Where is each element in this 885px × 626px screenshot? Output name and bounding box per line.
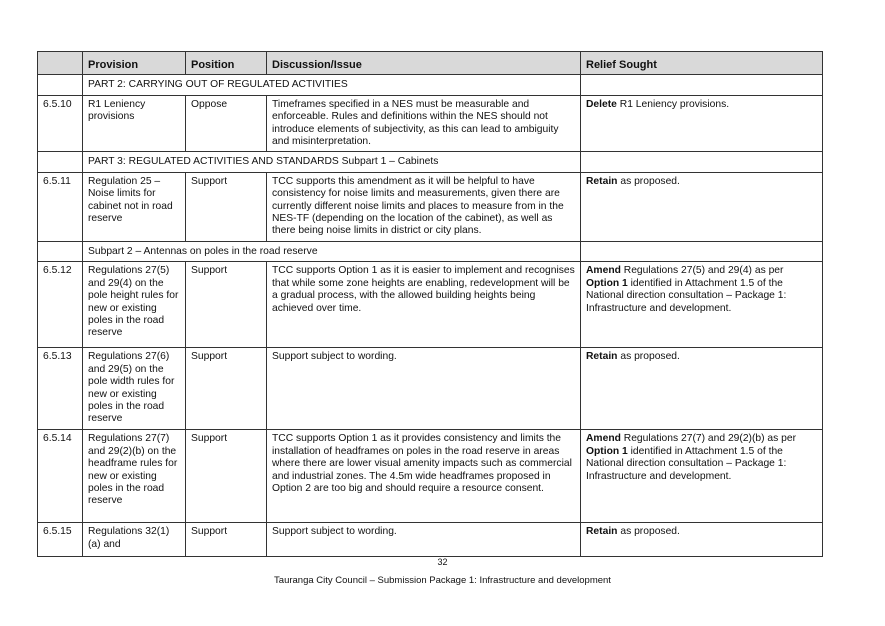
relief-text: Regulations 27(5) and 29(4) as per: [620, 265, 784, 277]
row-discussion: TCC supports Option 1 as it provides consistency and limits the installation of headframes on poles in the road reserve in areas where there are lower visual amenity impacts such as commercial and industrial zones. The 4.5m wide headframes proposed in Option 2 are too big and should require a resource consent.: [267, 430, 581, 523]
row-number: 6.5.11: [38, 172, 83, 241]
row-position: Support: [186, 430, 267, 523]
submission-table: [37, 51, 823, 557]
section-row: [38, 75, 823, 95]
row-number: 6.5.13: [38, 348, 83, 430]
row-discussion: Support subject to wording.: [267, 348, 581, 430]
section-title: PART 2: CARRYING OUT OF REGULATED ACTIVITIES: [83, 75, 581, 95]
page-footer: Tauranga City Council – Submission Package 1: Infrastructure and development: [274, 575, 611, 586]
row-provision: Regulations 27(7) and 29(2)(b) on the headframe rules for new or existing poles in the road reserve: [83, 430, 186, 523]
section-row: [38, 152, 823, 172]
relief-action: Retain: [586, 351, 618, 363]
section-relief-cell: [581, 75, 823, 95]
section-number-cell: [38, 75, 83, 95]
relief-text: Regulations 27(7) and 29(2)(b) as per: [620, 433, 797, 445]
row-position: Support: [186, 172, 267, 241]
relief-text: as proposed.: [617, 351, 680, 363]
row-position: Support: [186, 523, 267, 557]
row-number: 6.5.10: [38, 95, 83, 152]
section-row: [38, 241, 823, 261]
row-discussion: Timeframes specified in a NES must be measurable and enforceable. Rules and definitions within the NES should not introduce elements of subjectivity, as this can lead to ambiguity and misinterpretation.: [267, 95, 581, 152]
relief-option: Option 1: [586, 445, 628, 457]
relief-action: Delete: [586, 98, 617, 110]
relief-action: Amend: [586, 433, 621, 445]
header-relief: Relief Sought: [581, 52, 823, 75]
row-provision: Regulations 27(6) and 29(5) on the pole width rules for new or existing poles in the road reserve: [83, 348, 186, 430]
row-relief: [581, 348, 823, 430]
row-provision: R1 Leniency provisions: [83, 95, 186, 152]
row-provision: Regulation 25 – Noise limits for cabinet not in road reserve: [83, 172, 186, 241]
table-row: [38, 95, 823, 152]
section-relief-cell: [581, 241, 823, 261]
row-relief: [581, 262, 823, 348]
table-row: [38, 348, 823, 430]
row-number: 6.5.15: [38, 523, 83, 557]
section-title: PART 3: REGULATED ACTIVITIES AND STANDARDS Subpart 1 – Cabinets: [83, 152, 581, 172]
header-discussion: Discussion/Issue: [267, 52, 581, 75]
table-row: [38, 262, 823, 348]
row-discussion: Support subject to wording.: [267, 523, 581, 557]
header-provision: Provision: [83, 52, 186, 75]
section-title: Subpart 2 – Antennas on poles in the road reserve: [83, 241, 581, 261]
relief-text-2: identified in Attachment 1.5 of the National direction consultation – Package 1: Infrastructure and development.: [586, 277, 787, 314]
row-relief: [581, 430, 823, 523]
page-number: 32: [437, 557, 448, 567]
table-row: [38, 523, 823, 557]
header-position: Position: [186, 52, 267, 75]
row-position: Support: [186, 348, 267, 430]
row-discussion: TCC supports this amendment as it will be helpful to have consistency for noise limits and measurements, given there are currently different noise limits and places to measure from in the NES-TF (depending on the location of the cabinet), as well as there being noise limits in district or city plans.: [267, 172, 581, 241]
row-provision: Regulations 32(1)(a) and: [83, 523, 186, 557]
relief-option: Option 1: [586, 277, 628, 289]
row-relief: [581, 523, 823, 557]
relief-action: Retain: [586, 526, 618, 538]
section-number-cell: [38, 241, 83, 261]
row-position: Oppose: [186, 95, 267, 152]
relief-text: as proposed.: [617, 526, 680, 538]
row-relief: [581, 172, 823, 241]
row-position: Support: [186, 262, 267, 348]
relief-action: Retain: [586, 175, 618, 187]
relief-action: Amend: [586, 265, 621, 277]
section-number-cell: [38, 152, 83, 172]
header-number: [38, 52, 83, 75]
section-relief-cell: [581, 152, 823, 172]
table-row: [38, 172, 823, 241]
row-provision: Regulations 27(5) and 29(4) on the pole height rules for new or existing poles in the road reserve: [83, 262, 186, 348]
row-number: 6.5.14: [38, 430, 83, 523]
relief-text: R1 Leniency provisions.: [616, 98, 730, 110]
row-number: 6.5.12: [38, 262, 83, 348]
relief-text: as proposed.: [617, 175, 680, 187]
row-discussion: TCC supports Option 1 as it is easier to implement and recognises that while some zone heights are enabling, redevelopment will be a gradual process, with the allowed building heights being achieved over time.: [267, 262, 581, 348]
table-header-row: [38, 52, 823, 75]
table-row: [38, 430, 823, 523]
relief-text-2: identified in Attachment 1.5 of the National direction consultation – Package 1: Infrastructure and development.: [586, 445, 787, 482]
row-relief: [581, 95, 823, 152]
